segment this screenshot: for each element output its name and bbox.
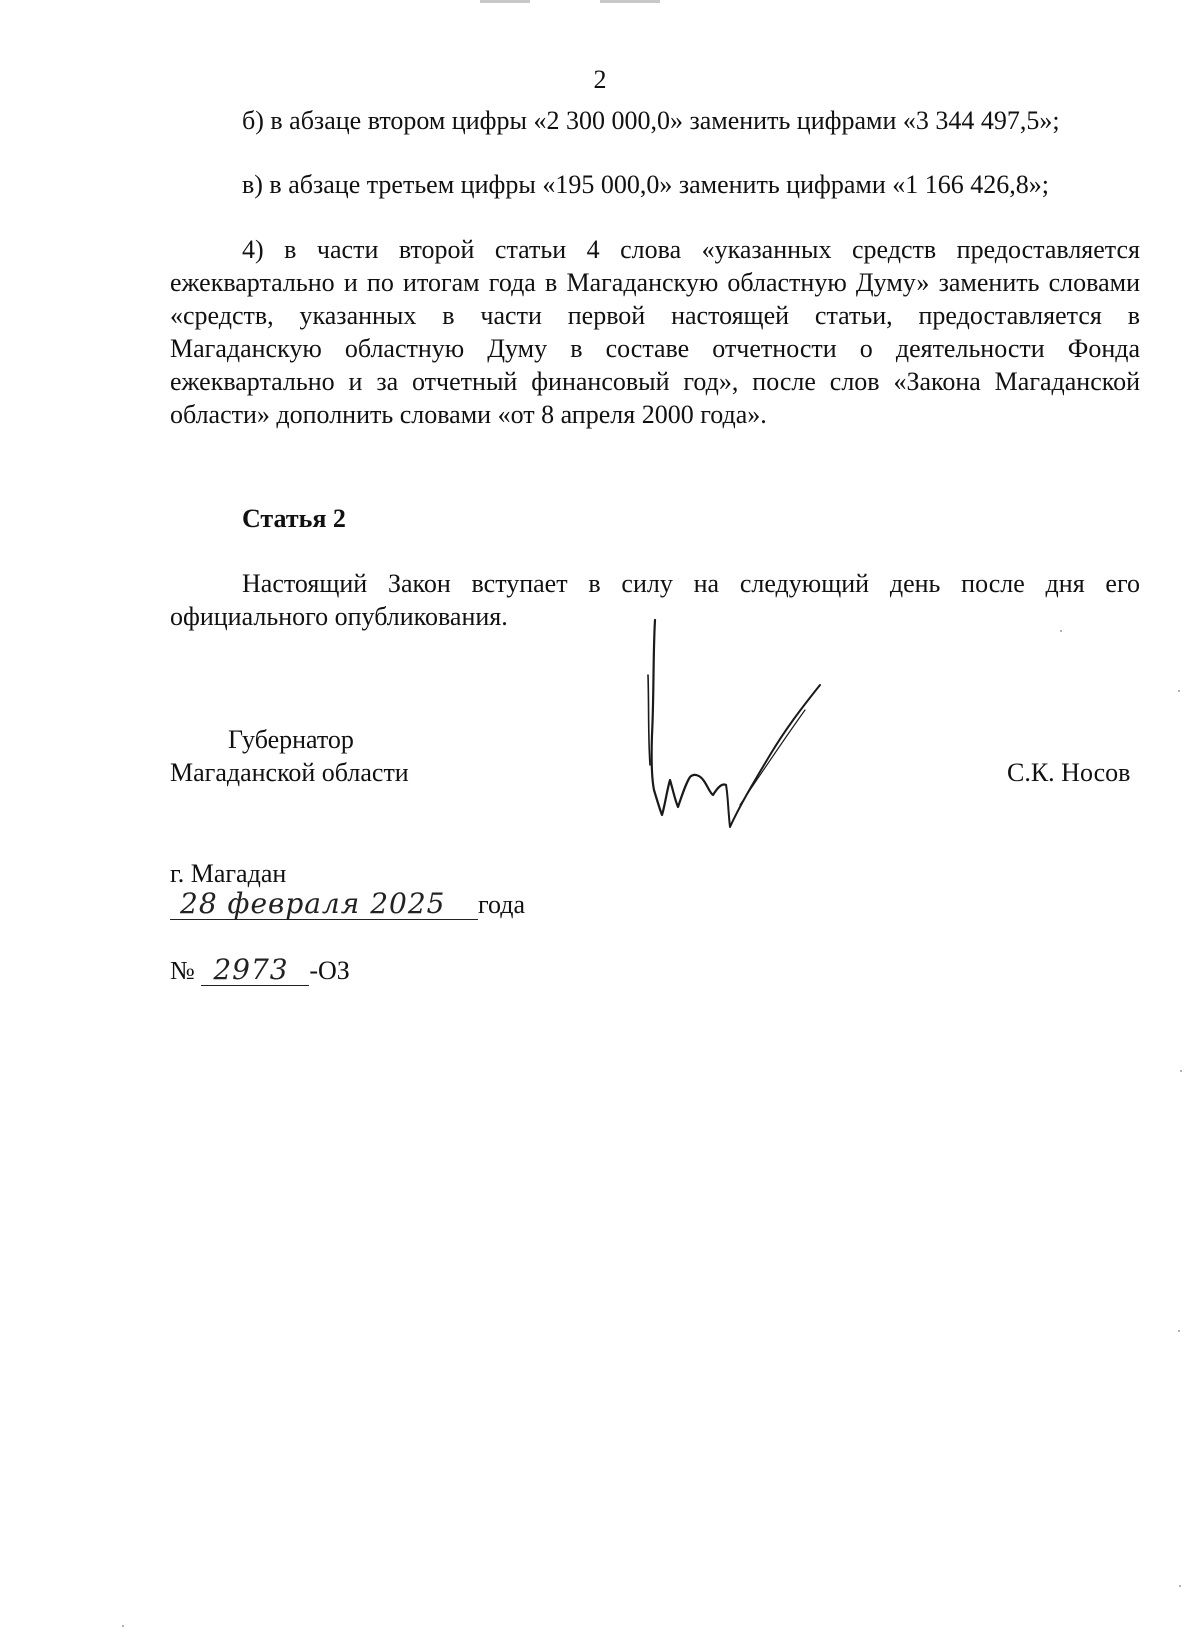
scan-speck [1178,1330,1180,1332]
date-suffix: года [478,890,526,919]
paragraph-b: б) в абзаце втором цифры «2 300 000,0» заменить цифрами «3 344 497,5»; [242,106,1060,135]
signer-title-line2: Магаданской области [170,758,409,787]
page-number: 2 [593,65,607,94]
handwritten-signature [630,615,850,855]
city-name: г. Магадан [170,859,287,888]
paragraph-4: 4) в части второй статьи 4 слова «указанных средств предоставляется ежеквартально и по итогам года в Магаданскую областную Думу» заменить словами «средств, указанных в части первой настоящей статьи, предоставляется в Магаданскую областную Думу в составе отчетности о деятельности Фонда ежеквартально и за отчетный финансовый год», после слов «Закона Магаданской области» дополнить словами «от 8 апреля 2000 года». [170,235,1140,429]
article-heading: Статья 2 [242,504,346,533]
article-text: Настоящий Закон вступает в силу на следующий день после дня его официального опубликования. [170,569,1140,631]
signer-name: С.К. Носов [1007,758,1131,787]
scan-artifact [600,0,660,3]
law-number-suffix: -ОЗ [309,956,350,985]
scan-speck [1060,630,1062,632]
scan-speck [1178,690,1180,692]
date-handwritten: 28 февраля 2025 [170,889,478,920]
signer-title-line1: Губернатор [228,725,354,754]
scan-artifact [480,0,530,3]
law-number-handwritten: 2973 [201,955,309,986]
scan-speck [122,1625,124,1627]
law-number-line [170,954,350,987]
date-line [170,888,525,921]
number-sign: № [170,956,195,985]
scan-speck [1180,1070,1182,1072]
scan-speck [1179,1585,1181,1587]
paragraph-v: в) в абзаце третьем цифры «195 000,0» заменить цифрами «1 166 426,8»; [242,170,1049,199]
